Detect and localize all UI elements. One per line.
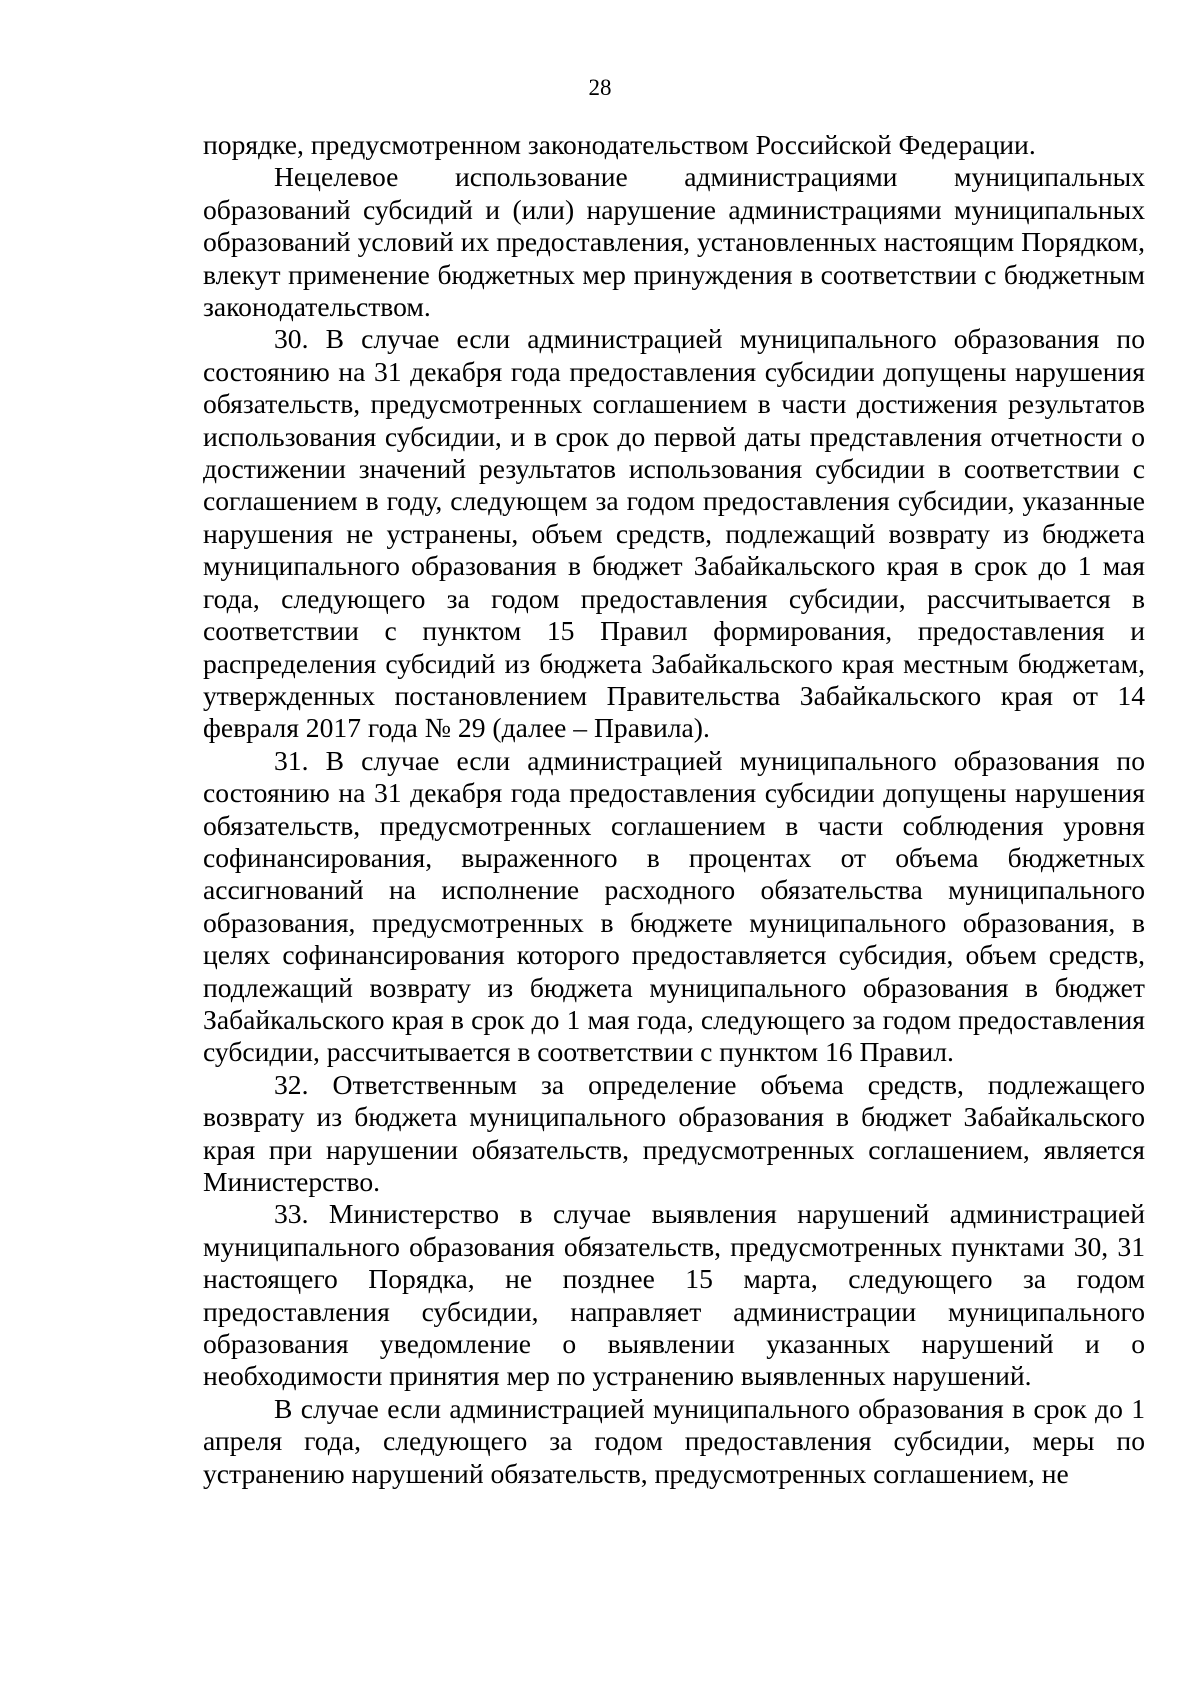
paragraph-clause-30: 30. В случае если администрацией муниципального образования по состоянию на 31 декабря года предоставления субсидии допущены нарушения обязательств, предусмотренных соглашением в части достижения результатов использования субсидии, и в срок до первой даты представления отчетности о достижении значений результатов использования субсидии в соответствии с соглашением в году, следующем за годом предоставления субсидии, указанные нарушения не устранены, объем средств, подлежащий возврату из бюджета муниципального образования в бюджет Забайкальского края в срок до 1 мая года, следующего за годом предоставления субсидии, рассчитывается в соответствии с пунктом 15 Правил формирования, предоставления и распределения субсидий из бюджета Забайкальского края местным бюджетам, утвержденных постановлением Правительства Забайкальского края от 14 февраля 2017 года № 29 (далее – Правила). <box>203 323 1145 744</box>
document-body <box>203 129 1145 1490</box>
paragraph-clause-32: 32. Ответственным за определение объема средств, подлежащего возврату из бюджета муниципального образования в бюджет Забайкальского края при нарушении обязательств, предусмотренных соглашением, является Министерство. <box>203 1068 1145 1197</box>
paragraph-misuse: Нецелевое использование администрациями муниципальных образований субсидий и (или) нарушение администрациями муниципальных образований условий их предоставления, установленных настоящим Порядком, влекут применение бюджетных мер принуждения в соответствии с бюджетным законодательством. <box>203 161 1145 323</box>
paragraph-clause-31: 31. В случае если администрацией муниципального образования по состоянию на 31 декабря года предоставления субсидии допущены нарушения обязательств, предусмотренных соглашением в части соблюдения уровня софинансирования, выраженного в процентах от объема бюджетных ассигнований на исполнение расходного обязательства муниципального образования, предусмотренных в бюджете муниципального образования, в целях софинансирования которого предоставляется субсидия, объем средств, подлежащий возврату из бюджета муниципального образования в бюджет Забайкальского края в срок до 1 мая года, следующего за годом предоставления субсидии, рассчитывается в соответствии с пунктом 16 Правил. <box>203 744 1145 1068</box>
page-number: 28 <box>588 75 612 100</box>
paragraph-continuation: порядке, предусмотренном законодательством Российской Федерации. <box>203 129 1036 160</box>
paragraph-clause-33: 33. Министерство в случае выявления нарушений администрацией муниципального образования обязательств, предусмотренных пунктами 30, 31 настоящего Порядка, не позднее 15 марта, следующего за годом предоставления субсидии, направляет администрации муниципального образования уведомление о выявлении указанных нарушений и о необходимости принятия мер по устранению выявленных нарушений. <box>203 1198 1145 1392</box>
paragraph-final: В случае если администрацией муниципального образования в срок до 1 апреля года, следующего за годом предоставления субсидии, меры по устранению нарушений обязательств, предусмотренных соглашением, не <box>203 1392 1145 1489</box>
